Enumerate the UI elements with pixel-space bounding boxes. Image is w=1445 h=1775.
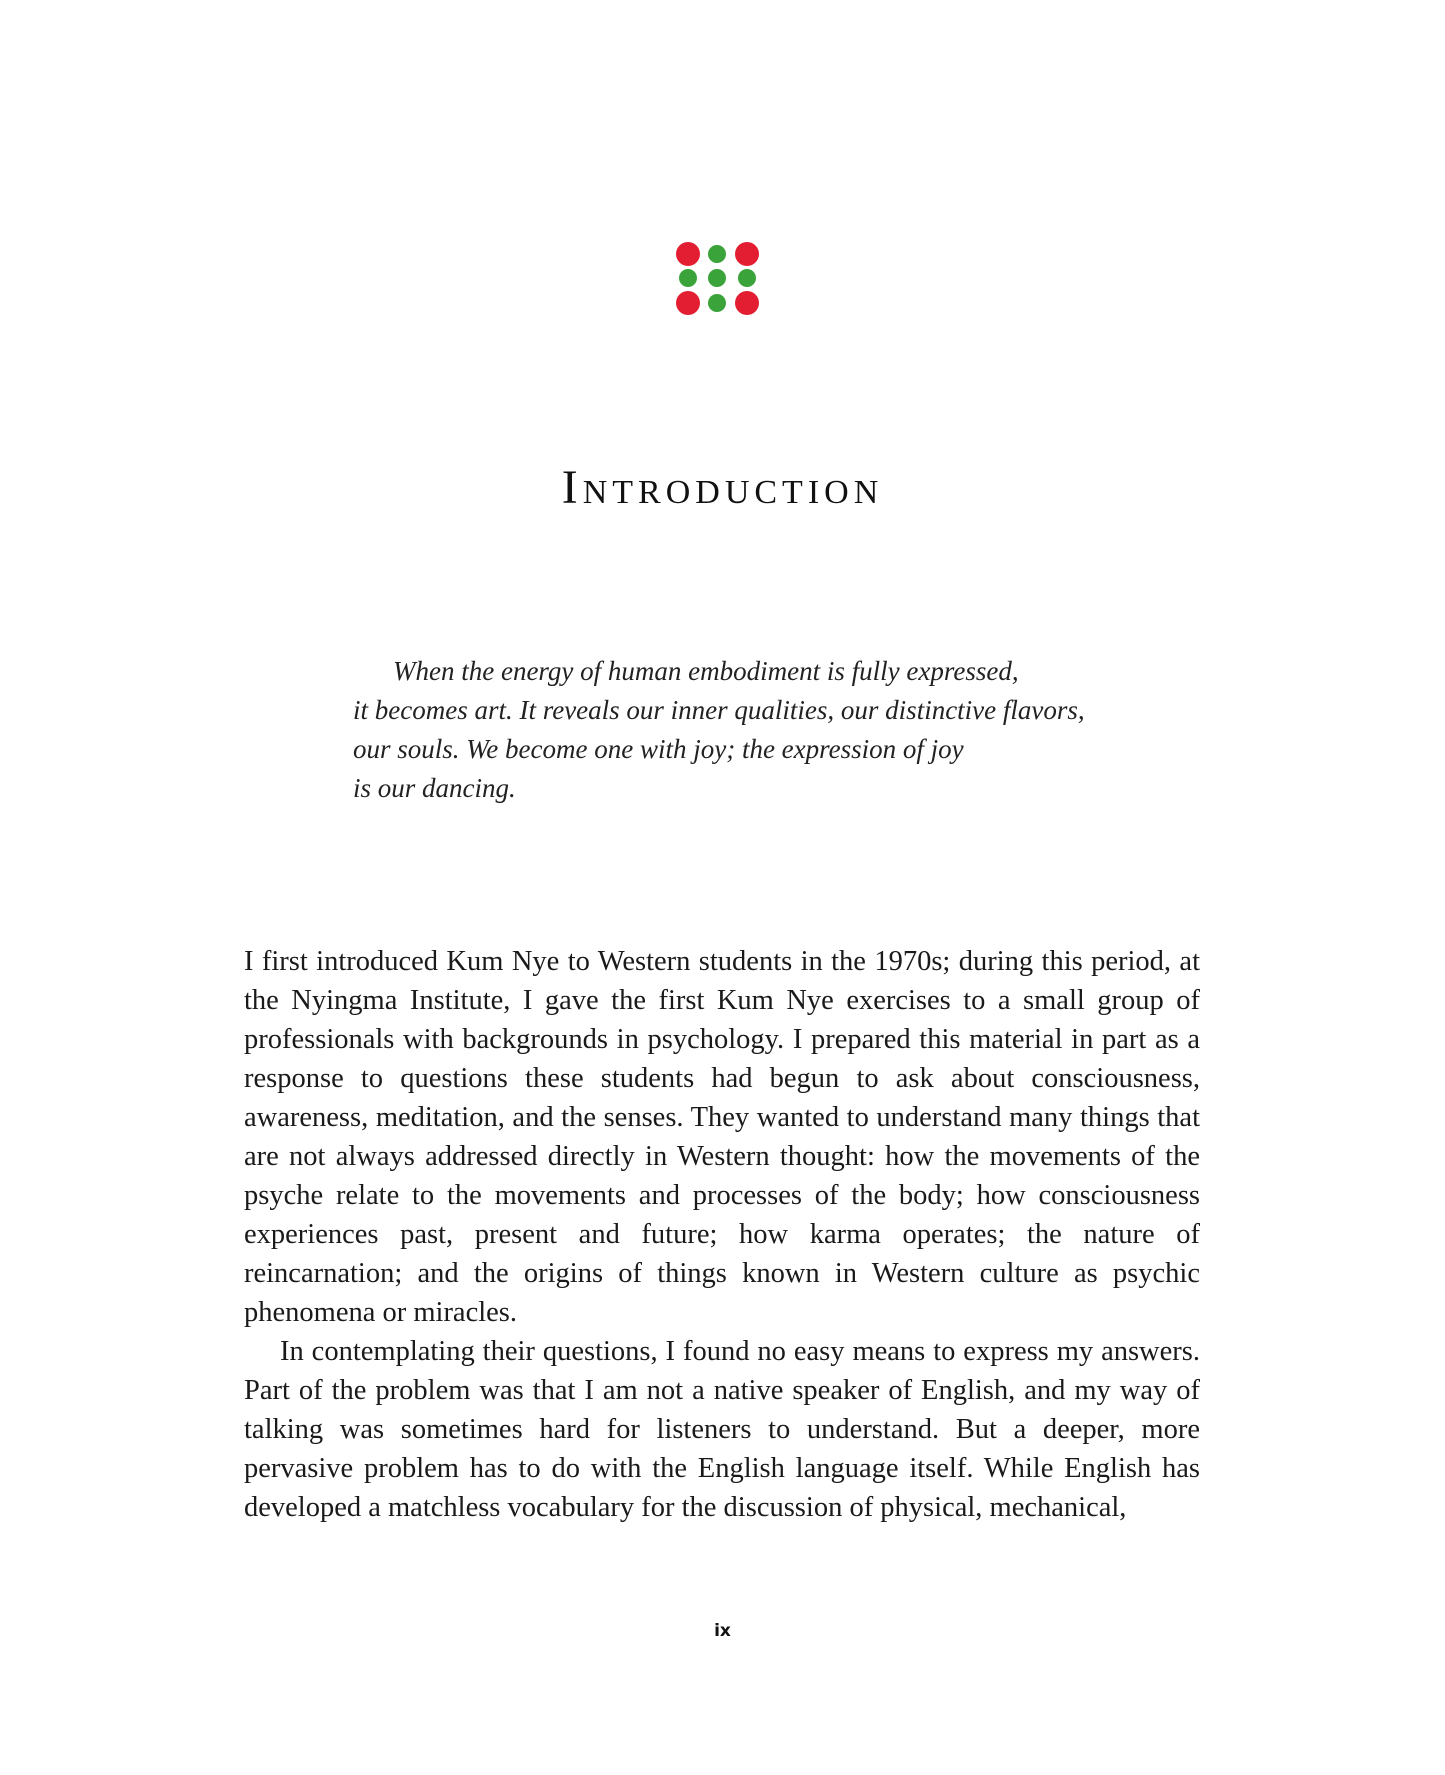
- ornament-dot: [676, 242, 700, 266]
- epigraph-line: When the energy of human embodiment is fully expressed,: [393, 656, 1019, 686]
- ornament-dot: [735, 291, 759, 315]
- ornament-dot: [676, 291, 700, 315]
- body-text: [244, 942, 1200, 1527]
- epigraph-line: is our dancing.: [353, 773, 516, 803]
- dot-ornament-icon: [676, 242, 762, 312]
- body-paragraph: I first introduced Kum Nye to Western students in the 1970s; during this period, at the Nyingma Institute, I gave the first Kum Nye exercises to a small group of professionals with backgrounds in psychology. I prepared this material in part as a response to questions these students had begun to ask about consciousness, awareness, meditation, and the senses. They wanted to understand many things that are not always addressed directly in Western thought: how the movements of the psyche relate to the movements and processes of the body; how consciousness experiences past, present and future; how karma operates; the nature of reincarnation; and the origins of things known in Western culture as psychic phenomena or miracles.: [244, 946, 1200, 1328]
- ornament-dot: [735, 242, 759, 266]
- body-paragraph: In contemplating their questions, I found no easy means to express my answers. Part of the problem was that I am not a native speaker of English, and my way of talking was sometimes hard for listeners to understand. But a deeper, more pervasive problem has to do with the English language itself. While English has developed a matchless vocabulary for the discussion of physical, mechanical,: [244, 1336, 1200, 1523]
- ornament-dot: [708, 269, 726, 287]
- page-number: ix: [714, 1621, 731, 1641]
- epigraph: [353, 652, 1113, 808]
- ornament-dot: [708, 294, 726, 312]
- epigraph-line: it becomes art. It reveals our inner qualities, our distinctive flavors,: [353, 695, 1085, 725]
- ornament-dot: [708, 245, 726, 263]
- chapter-title: Introduction: [561, 461, 884, 514]
- epigraph-line: our souls. We become one with joy; the expression of joy: [353, 734, 964, 764]
- ornament-dot: [679, 269, 697, 287]
- ornament-dot: [738, 269, 756, 287]
